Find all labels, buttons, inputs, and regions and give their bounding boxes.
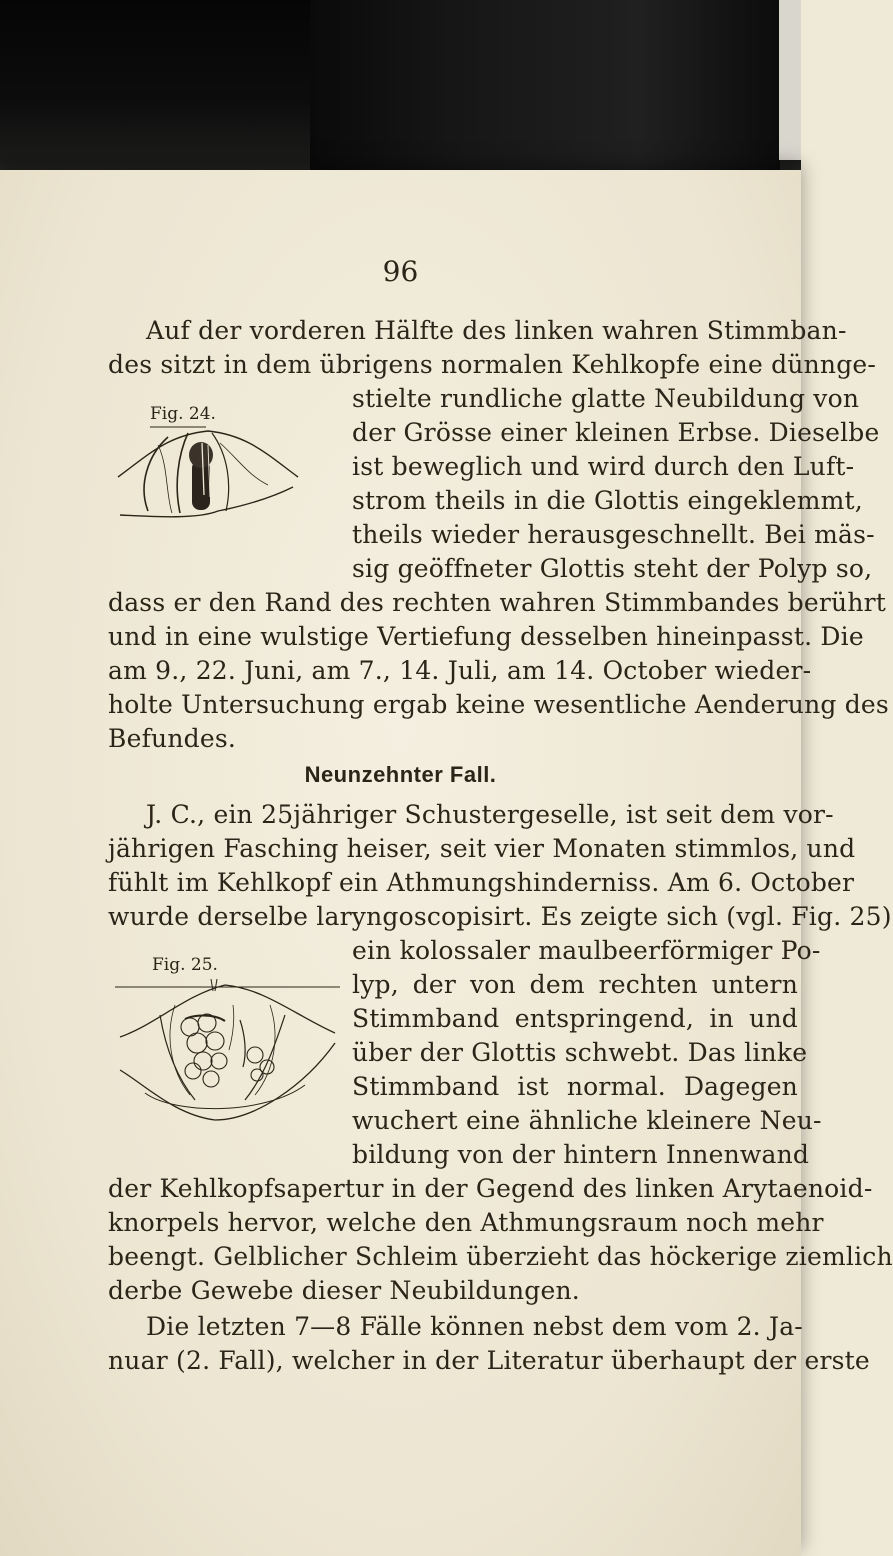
text-line: Stimmband ist normal. Dagegen bbox=[352, 1072, 798, 1101]
text-line: Stimmband entspringend, in und bbox=[352, 1004, 798, 1033]
text-line: des sitzt in dem übrigens normalen Kehlkopfe eine dünnge- bbox=[108, 350, 877, 379]
text-line: lyp, der von dem rechten untern bbox=[352, 970, 798, 999]
text-line: derbe Gewebe dieser Neubildungen. bbox=[108, 1276, 580, 1305]
text-line: holte Untersuchung ergab keine wesentliche Aenderung des bbox=[108, 690, 889, 719]
text-line: theils wieder herausgeschnellt. Bei mäs- bbox=[352, 520, 875, 549]
text-line: nuar (2. Fall), welcher in der Literatur überhaupt der erste bbox=[108, 1346, 870, 1375]
section-heading: Neunzehnter Fall. bbox=[304, 762, 497, 787]
text-line: und in eine wulstige Vertiefung desselben hineinpasst. Die bbox=[108, 622, 864, 651]
text-line: der Kehlkopfsapertur in der Gegend des linken Arytaenoid- bbox=[108, 1174, 873, 1203]
figure-25-label: Fig. 25. bbox=[152, 955, 218, 975]
text-line: wurde derselbe laryngoscopisirt. Es zeigte sich (vgl. Fig. 25) bbox=[108, 902, 892, 931]
figure-24-larynx-illustration bbox=[108, 425, 308, 520]
text-line: jährigen Fasching heiser, seit vier Monaten stimmlos, und bbox=[108, 834, 856, 863]
text-line: Befundes. bbox=[108, 724, 236, 753]
scan-dark-background bbox=[0, 0, 801, 190]
text-line: Die letzten 7—8 Fälle können nebst dem vom 2. Ja- bbox=[146, 1312, 803, 1341]
scan-edge-highlight bbox=[779, 0, 801, 160]
text-line: ist beweglich und wird durch den Luft- bbox=[352, 452, 855, 481]
page-number: 96 bbox=[382, 255, 419, 288]
figure-24-label: Fig. 24. bbox=[150, 404, 216, 424]
text-line: strom theils in die Glottis eingeklemmt, bbox=[352, 486, 863, 515]
text-line: beengt. Gelblicher Schleim überzieht das höckerige ziemlich bbox=[108, 1242, 893, 1271]
scan-shadow-area bbox=[310, 0, 780, 175]
text-line: dass er den Rand des rechten wahren Stimmbandes berührt bbox=[108, 588, 887, 617]
text-line: über der Glottis schwebt. Das linke bbox=[352, 1038, 808, 1067]
text-line: fühlt im Kehlkopf ein Athmungshinderniss. Am 6. October bbox=[108, 868, 855, 897]
text-line: sig geöffneter Glottis steht der Polyp so, bbox=[352, 554, 873, 583]
text-line: stielte rundliche glatte Neubildung von bbox=[352, 384, 860, 413]
text-line: bildung von der hintern Innenwand bbox=[352, 1140, 810, 1169]
text-line: am 9., 22. Juni, am 7., 14. Juli, am 14. October wieder- bbox=[108, 656, 812, 685]
text-line: ein kolossaler maulbeerförmiger Po- bbox=[352, 936, 821, 965]
figure-25-larynx-illustration bbox=[115, 975, 345, 1125]
text-line: der Grösse einer kleinen Erbse. Dieselbe bbox=[352, 418, 880, 447]
text-line: knorpels hervor, welche den Athmungsraum noch mehr bbox=[108, 1208, 824, 1237]
text-line: wuchert eine ähnliche kleinere Neu- bbox=[352, 1106, 822, 1135]
text-line: Auf der vorderen Hälfte des linken wahren Stimmban- bbox=[146, 316, 847, 345]
text-line: J. C., ein 25jähriger Schustergeselle, ist seit dem vor- bbox=[146, 800, 834, 829]
